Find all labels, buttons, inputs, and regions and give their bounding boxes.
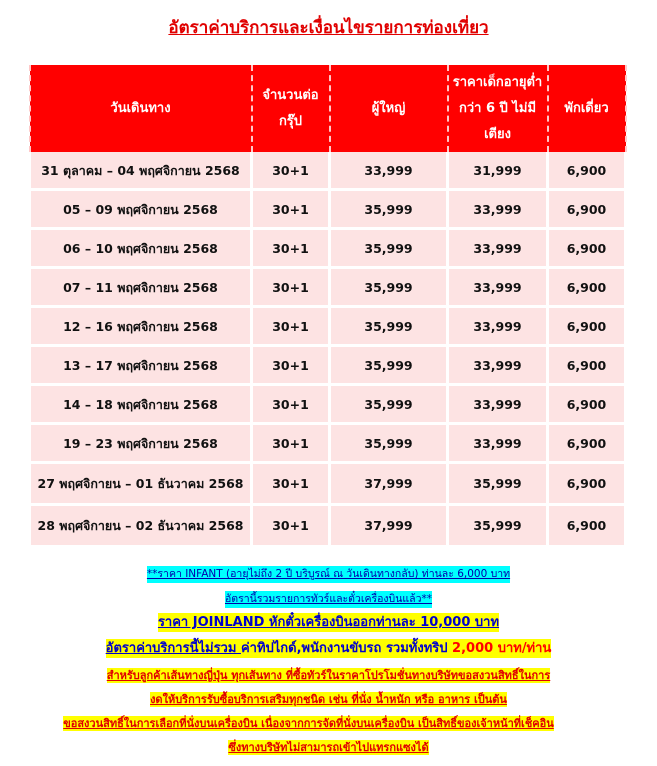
group-size-cell: 30+1 bbox=[252, 152, 330, 190]
child-price-cell: 33,999 bbox=[448, 307, 548, 346]
group-size-cell: 30+1 bbox=[252, 346, 330, 385]
child-price-cell: 33,999 bbox=[448, 190, 548, 229]
table-row bbox=[30, 307, 626, 346]
table-row bbox=[30, 152, 626, 190]
condition-line: งดให้บริการรับซื้อบริการเสริมทุกชนิด เช่น ที่นั่ง น้ำหนัก หรือ อาหาร เป็นต้น bbox=[150, 693, 507, 706]
table-row bbox=[30, 268, 626, 307]
adult-price-cell: 37,999 bbox=[330, 505, 448, 547]
condition-line: ขอสงวนสิทธิ์ในการเลือกที่นั่งบนเครื่องบิน เนื่องจากการจัดที่นั่งบนเครื่องบิน เป็นสิทธิ์ของเจ้าหน้าที่เช็คอิน bbox=[63, 717, 554, 730]
child-price-cell: 35,999 bbox=[448, 505, 548, 547]
notes bbox=[0, 562, 657, 755]
group-size-cell: 30+1 bbox=[252, 424, 330, 463]
excluded-note bbox=[106, 639, 552, 658]
table-row bbox=[30, 385, 626, 424]
child-price-cell: 35,999 bbox=[448, 463, 548, 505]
header-child-price: ราคาเด็กอายุต่ำกว่า 6 ปี ไม่มีเตียง bbox=[448, 65, 548, 152]
table-row bbox=[30, 424, 626, 463]
group-size-cell: 30+1 bbox=[252, 505, 330, 547]
single-supplement-cell: 6,900 bbox=[548, 152, 626, 190]
single-supplement-cell: 6,900 bbox=[548, 424, 626, 463]
travel-date-cell: 28 พฤศจิกายน – 02 ธันวาคม 2568 bbox=[30, 505, 252, 547]
adult-price-cell: 35,999 bbox=[330, 229, 448, 268]
travel-date-cell: 27 พฤศจิกายน – 01 ธันวาคม 2568 bbox=[30, 463, 252, 505]
adult-price-cell: 35,999 bbox=[330, 190, 448, 229]
single-supplement-cell: 6,900 bbox=[548, 463, 626, 505]
travel-date-cell: 19 – 23 พฤศจิกายน 2568 bbox=[30, 424, 252, 463]
travel-date-cell: 06 – 10 พฤศจิกายน 2568 bbox=[30, 229, 252, 268]
table-row bbox=[30, 463, 626, 505]
joinland-note: ราคา JOINLAND หักตั๋วเครื่องบินออกท่านละ 10,000 บาท bbox=[157, 615, 500, 630]
child-price-cell: 31,999 bbox=[448, 152, 548, 190]
header-group-size: จำนวนต่อกรุ๊ป bbox=[252, 65, 330, 152]
travel-date-cell: 13 – 17 พฤศจิกายน 2568 bbox=[30, 346, 252, 385]
child-price-cell: 33,999 bbox=[448, 229, 548, 268]
single-supplement-cell: 6,900 bbox=[548, 229, 626, 268]
single-supplement-cell: 6,900 bbox=[548, 505, 626, 547]
group-size-cell: 30+1 bbox=[252, 229, 330, 268]
single-supplement-cell: 6,900 bbox=[548, 268, 626, 307]
excluded-label: อัตราค่าบริการนี้ไม่รวม bbox=[105, 641, 241, 656]
travel-date-cell: 31 ตุลาคม – 04 พฤศจิกายน 2568 bbox=[30, 152, 252, 190]
condition-line: ซึ่งทางบริษัทไม่สามารถเข้าไปแทรกแซงได้ bbox=[228, 741, 429, 754]
table-row bbox=[30, 229, 626, 268]
single-supplement-cell: 6,900 bbox=[548, 190, 626, 229]
adult-price-cell: 35,999 bbox=[330, 268, 448, 307]
child-price-cell: 33,999 bbox=[448, 385, 548, 424]
adult-price-cell: 35,999 bbox=[330, 346, 448, 385]
header-travel-date: วันเดินทาง bbox=[30, 65, 252, 152]
child-price-cell: 33,999 bbox=[448, 346, 548, 385]
page-title: อัตราค่าบริการและเงื่อนไขรายการท่องเที่ยว bbox=[168, 18, 489, 38]
adult-price-cell: 35,999 bbox=[330, 424, 448, 463]
included-note: อัตรานี้รวมรายการทัวร์และตั๋วเครื่องบินแล้ว** bbox=[225, 591, 432, 608]
group-size-cell: 30+1 bbox=[252, 190, 330, 229]
group-size-cell: 30+1 bbox=[252, 268, 330, 307]
table-row bbox=[30, 505, 626, 547]
adult-price-cell: 35,999 bbox=[330, 307, 448, 346]
single-supplement-cell: 6,900 bbox=[548, 385, 626, 424]
header-adult-price: ผู้ใหญ่ bbox=[330, 65, 448, 152]
table-header bbox=[30, 65, 626, 152]
single-supplement-cell: 6,900 bbox=[548, 346, 626, 385]
single-supplement-cell: 6,900 bbox=[548, 307, 626, 346]
excluded-amount: 2,000 บาท/ท่าน bbox=[452, 641, 552, 656]
condition-line: สำหรับลูกค้าเส้นทางญี่ปุ่น ทุกเส้นทาง ที่ซื้อทัวร์ในราคาโปรโมชั่นทางบริษัทขอสงวนสิทธิ์ในการ bbox=[106, 669, 551, 682]
table-row bbox=[30, 346, 626, 385]
adult-price-cell: 37,999 bbox=[330, 463, 448, 505]
travel-date-cell: 07 – 11 พฤศจิกายน 2568 bbox=[30, 268, 252, 307]
price-table bbox=[28, 65, 627, 548]
child-price-cell: 33,999 bbox=[448, 268, 548, 307]
group-size-cell: 30+1 bbox=[252, 385, 330, 424]
group-size-cell: 30+1 bbox=[252, 307, 330, 346]
header-single-supplement: พักเดี่ยว bbox=[548, 65, 626, 152]
adult-price-cell: 35,999 bbox=[330, 385, 448, 424]
group-size-cell: 30+1 bbox=[252, 463, 330, 505]
travel-date-cell: 12 – 16 พฤศจิกายน 2568 bbox=[30, 307, 252, 346]
travel-date-cell: 05 – 09 พฤศจิกายน 2568 bbox=[30, 190, 252, 229]
travel-date-cell: 14 – 18 พฤศจิกายน 2568 bbox=[30, 385, 252, 424]
adult-price-cell: 33,999 bbox=[330, 152, 448, 190]
table-row bbox=[30, 190, 626, 229]
excluded-items: ค่าทิปไกด์,พนักงานขับรถ รวมทั้งทริป bbox=[240, 641, 453, 656]
infant-note: **ราคา INFANT (อายุไม่ถึง 2 ปี บริบูรณ์ ณ วันเดินทางกลับ) ท่านละ 6,000 บาท bbox=[147, 566, 510, 583]
child-price-cell: 33,999 bbox=[448, 424, 548, 463]
